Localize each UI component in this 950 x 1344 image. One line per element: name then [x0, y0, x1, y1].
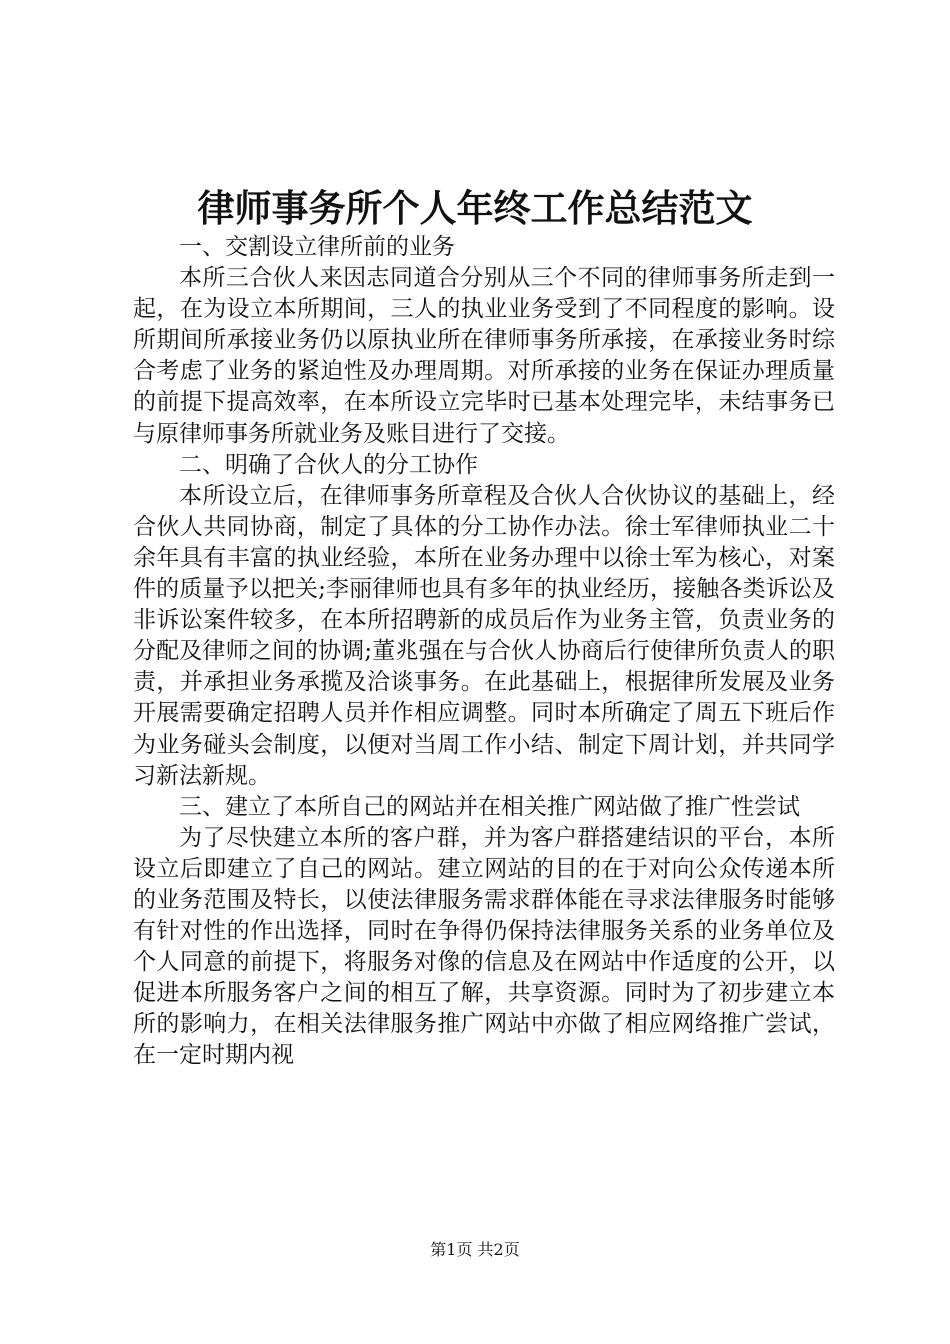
section-heading-1: 一、交割设立律所前的业务	[179, 234, 455, 260]
paragraph-2: 本所设立后，在律师事务所章程及合伙人合伙协议的基础上，经合伙人共同协商，制定了具体的分工协作办法。徐士军律师执业二十余年具有丰富的执业经验，本所在业务办理中以徐士军为核心，对案件的质量予以把关;李丽律师也具有多年的执业经历，接触各类诉讼及非诉讼案件较多，在本所招聘新的成员后作为业务主管，负责业务的分配及律师之间的协调;董兆强在与合伙人协商后行使律所负责人的职责，并承担业务承揽及洽谈事务。在此基础上，根据律所发展及业务开展需要确定招聘人员并作相应调整。同时本所确定了周五下班后作为业务碰头会制度，以便对当周工作小结、制定下周计划，并共同学习新法新规。	[133, 482, 835, 789]
paragraph-1: 本所三合伙人来因志同道合分别从三个不同的律师事务所走到一起，在为设立本所期间，三人的执业业务受到了不同程度的影响。设所期间所承接业务仍以原执业所在律师事务所承接，在承接业务时综合考虑了业务的紧迫性及办理周期。对所承接的业务在保证办理质量的前提下提高效率，在本所设立完毕时已基本处理完毕，未结事务已与原律师事务所就业务及账目进行了交接。	[133, 265, 835, 447]
section-heading-2: 二、明确了合伙人的分工协作	[179, 451, 478, 478]
document-body	[133, 232, 835, 1072]
document-title: 律师事务所个人年终工作总结范文	[197, 186, 753, 230]
paragraph-3: 为了尽快建立本所的客户群，并为客户群搭建结识的平台，本所设立后即建立了自己的网站。建立网站的目的在于对向公众传递本所的业务范围及特长，以使法律服务需求群体能在寻求法律服务时能够有针对性的作出选择，同时在争得仍保持法律服务关系的业务单位及个人同意的前提下，将服务对像的信息及在网站中作适度的公开，以促进本所服务客户之间的相互了解，共享资源。同时为了初步建立本所的影响力，在相关法律服务推广网站中亦做了相应网络推广尝试，在一定时期内视	[133, 824, 835, 1069]
section-heading-3: 三、建立了本所自己的网站并在相关推广网站做了推广性尝试	[179, 793, 800, 820]
page-footer: 第1页 共2页	[430, 1240, 520, 1259]
